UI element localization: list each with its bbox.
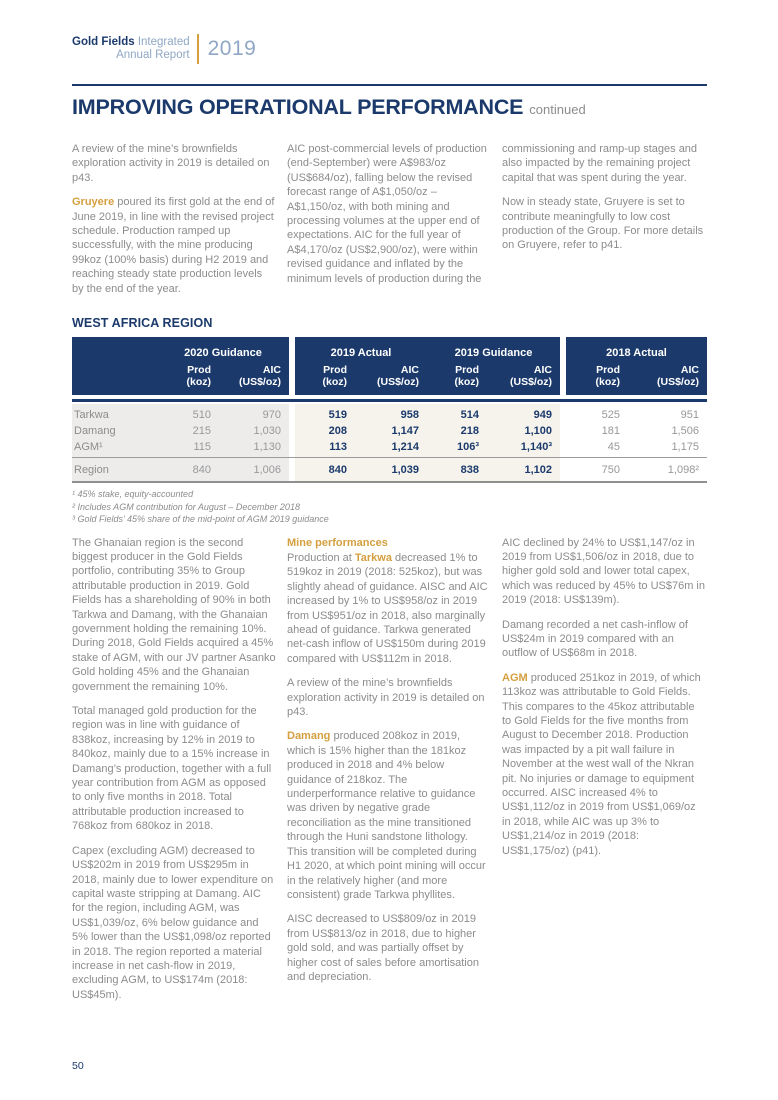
page-number: 50: [72, 1060, 84, 1072]
subheader-aic: AIC (US$/oz): [377, 364, 419, 389]
masthead: [72, 34, 256, 64]
cell-value: 840: [328, 463, 347, 476]
table-header: [72, 337, 707, 395]
lower-columns: [72, 536, 707, 1013]
cell-value: 750: [601, 463, 620, 476]
group-header-2018-actual: 2018 Actual: [606, 347, 667, 360]
cell-value: 181: [601, 425, 620, 438]
subheader-aic: AIC (US$/oz): [510, 364, 552, 389]
brand-suffix: Integrated: [137, 36, 190, 48]
table-body: [72, 404, 707, 483]
cell-value: 970: [262, 409, 281, 422]
subheader-aic: AIC (US$/oz): [239, 364, 281, 389]
cell-value: 45: [607, 441, 620, 454]
paragraph: [502, 671, 706, 858]
mine-name-agm: AGM: [502, 671, 528, 684]
header-block-2018-actual: [566, 337, 707, 395]
subheader-aic: AIC (US$/oz): [657, 364, 699, 389]
cell-value: 840: [192, 463, 211, 476]
cell-value: 1,098²: [667, 463, 699, 476]
lower-column-3: [502, 536, 706, 1013]
brand-year: 2019: [207, 37, 257, 60]
paragraph: Total managed gold production for the region was in line with guidance of 838koz, increasing by 12% in 2019 to 840koz, mainly due to a 15% increase in Damang’s production, together with a full year contribution from AGM as opposed to only five months in 2018. Total attributable production increased to 768koz from 680koz in 2018.: [72, 705, 272, 833]
cell-value: 838: [460, 463, 479, 476]
cell-value: 1,175: [671, 441, 699, 454]
region-heading: WEST AFRICA REGION: [72, 316, 213, 331]
table-row-tarkwa: [72, 407, 707, 423]
header-block-2019: [295, 337, 560, 395]
paragraph: [287, 729, 491, 902]
table-row-region-total: [72, 460, 707, 479]
page-title-text: IMPROVING OPERATIONAL PERFORMANCE: [72, 95, 524, 119]
brand-line-1: [72, 36, 190, 49]
subheader-prod: Prod (koz): [595, 364, 620, 389]
header-block-2020-guidance: [72, 337, 289, 395]
brand-logo: [72, 36, 190, 62]
subheader-row: [295, 364, 560, 388]
cell-value: 1,039: [391, 463, 419, 476]
group-header-2019-actual: 2019 Actual: [330, 347, 392, 360]
paragraph: AIC declined by 24% to US$1,147/oz in 2019 from US$1,506/oz in 2018, due to higher gold sold and lower total capex, which was reduced by 45% to US$76m in 2019 (2018: US$139m).: [502, 536, 705, 607]
cell-value: 1,102: [524, 463, 552, 476]
lower-column-2: [287, 536, 491, 1013]
page-title: [72, 95, 707, 122]
row-label: AGM¹: [74, 441, 103, 454]
mine-name-damang: Damang: [287, 730, 331, 743]
title-continued: continued: [529, 102, 586, 117]
group-header-2019-guidance: 2019 Guidance: [454, 347, 533, 360]
paragraph: A review of the mine’s brownfields exploration activity in 2019 is detailed on p43.: [287, 677, 485, 719]
paragraph: Capex (excluding AGM) decreased to US$202m in 2019 from US$295m in 2018, mainly due to lower expenditure on capital waste stripping at Damang. AIC for the region, including AGM, was US$1,039/oz, 6% below guidance and 5% lower than the US$1,098/oz reported in 2018. The region reported a material increase in net cash-flow in 2019, excluding AGM, to US$174m (2018: US$45m).: [72, 844, 274, 1001]
cell-value: 958: [400, 409, 419, 422]
cell-value: 951: [680, 409, 699, 422]
cell-value: 113: [329, 441, 347, 454]
footnote-3: ³ Gold Fields’ 45% share of the mid-point of AGM 2019 guidance: [72, 514, 329, 525]
subheader-prod: Prod (koz): [454, 364, 479, 389]
cell-value: 519: [328, 409, 347, 422]
production-table: [72, 337, 707, 483]
cell-value: 106³: [456, 441, 479, 454]
cell-value: 514: [460, 409, 479, 422]
row-label: Region: [74, 463, 109, 476]
footnote-2: ² Includes AGM contribution for August – December 2018: [72, 501, 300, 512]
cell-value: 1,130: [253, 441, 281, 454]
row-label: Damang: [74, 425, 116, 438]
cell-value: 949: [533, 409, 552, 422]
cell-value: 525: [601, 409, 620, 422]
brand-line-2: Annual Report: [116, 49, 190, 61]
subheader-empty: [72, 364, 157, 388]
cell-value: 1,140³: [520, 441, 552, 454]
paragraph: [72, 195, 276, 296]
header-rule: [72, 399, 707, 402]
table-row-agm: [72, 439, 707, 455]
cell-value: 1,030: [253, 425, 281, 438]
intro-columns: [72, 142, 707, 306]
paragraph-text: Production at: [287, 551, 355, 564]
mine-performances-heading: Mine performances: [287, 536, 388, 549]
paragraph: [287, 551, 491, 666]
logo-divider: [197, 34, 199, 64]
paragraph: The Ghanaian region is the second biggest producer in the Gold Fields portfolio, contributing 35% to Group attributable production in 2019. Gold Fields has a shareholding of 90% in both Tarkwa and Damang, with the Ghanaian government holding the remaining 10%. During 2018, Gold Fields acquired a 45% stake of AGM, with our JV partner Asanko Gold holding 45% and the Ghanaian government the remaining 10%.: [72, 536, 276, 693]
paragraph-text: produced 208koz in 2019, which is 15% higher than the 181koz produced in 2018 and 4% below guidance of 218koz. The underperformance relative to guidance was driven by negative grade reconciliation as the mine transitioned through the Huni sandstone lithology. This transition will be completed during H1 2020, at which point mining will occur in the relatively higher (and more consistent) grade Tarkwa phyllites.: [287, 730, 486, 901]
cell-value: 115: [193, 441, 211, 454]
cell-value: 510: [192, 409, 211, 422]
cell-value: 208: [328, 425, 347, 438]
paragraph: Now in steady state, Gruyere is set to contribute meaningfully to low cost production of the Group. For more details on Gruyere, refer to p41.: [502, 196, 704, 252]
cell-value: 1,147: [391, 425, 419, 438]
intro-column-3: [502, 142, 706, 306]
cell-value: 1,214: [391, 441, 419, 454]
subheader-prod: Prod (koz): [322, 364, 347, 389]
paragraph: A review of the mine’s brownfields exploration activity in 2019 is detailed on p43.: [72, 143, 270, 184]
intro-column-2: [287, 142, 491, 306]
cell-value: 1,506: [671, 425, 699, 438]
subheader-prod: Prod (koz): [186, 364, 211, 389]
group-header-2020-guidance: 2020 Guidance: [184, 347, 262, 360]
mine-name-gruyere: Gruyere: [72, 196, 115, 209]
paragraph: Damang recorded a net cash-inflow of US$24m in 2019 compared with an outflow of US$68m in 2018.: [502, 618, 688, 660]
paragraph-text: produced 251koz in 2019, of which 113koz was attributable to Gold Fields. This compares to the 45koz attributable to Gold Fields for the five months from August to December 2018. Production was impacted by a pit wall failure in November at the west wall of the Nkran pit. No injuries or damage to equipment occurred. AISC increased 4% to US$1,112/oz in 2019 from US$1,069/oz in 2018, while AIC was up 3% to US$1,214/oz in 2019 (2018: US$1,175/oz) (p41).: [502, 671, 701, 857]
page-content: [72, 84, 707, 1012]
subheader-row: [72, 364, 289, 388]
table-bottom-rule: [72, 481, 707, 483]
footnote-1: ¹ 45% stake, equity-accounted: [72, 489, 194, 500]
subheader-row: [566, 364, 707, 388]
cell-value: 215: [192, 425, 211, 438]
row-label: Tarkwa: [74, 409, 109, 422]
paragraph: commissioning and ramp-up stages and also impacted by the remaining project capital that was spent during the year.: [502, 143, 698, 184]
lower-column-1: [72, 536, 276, 1013]
total-separator: [72, 457, 707, 458]
cell-value: 1,100: [524, 425, 552, 438]
table-row-damang: [72, 423, 707, 439]
cell-value: 1,006: [253, 463, 281, 476]
intro-column-1: [72, 142, 276, 306]
paragraph: AISC decreased to US$809/oz in 2019 from US$813/oz in 2018, due to higher gold sold, and was partially offset by higher cost of sales before amortisation and depreciation.: [287, 913, 479, 983]
table-footnotes: [72, 488, 707, 526]
mine-name-tarkwa: Tarkwa: [354, 551, 392, 564]
paragraph-text: poured its first gold at the end of June 2019, in line with the revised project schedule. Production ramped up successfully, with the mine producing 99koz (100% basis) during H2 2019 and reaching steady state production levels by the end of the year.: [72, 196, 275, 295]
paragraph-text: decreased 1% to 519koz in 2019 (2018: 525koz), but was slightly ahead of guidance. AISC and AIC increased by 1% to US$958/oz in 2019 from US$951/oz in 2018, also marginally ahead of guidance. Tarkwa generated net-cash inflow of US$150m during 2019 compared with US$112m in 2018.: [287, 551, 488, 665]
title-rule: [72, 84, 707, 86]
cell-value: 218: [460, 425, 479, 438]
brand-name: Gold Fields: [72, 36, 135, 48]
paragraph: AIC post-commercial levels of production (end-September) were A$983/oz (US$684/oz), falling below the revised forecast range of A$1,050/oz – A$1,150/oz, with both mining and processing volumes at the upper end of expectations. AIC for the full year of A$4,170/oz (US$2,900/oz), were within revised guidance and inflated by the minimum levels of production during the: [287, 143, 487, 285]
